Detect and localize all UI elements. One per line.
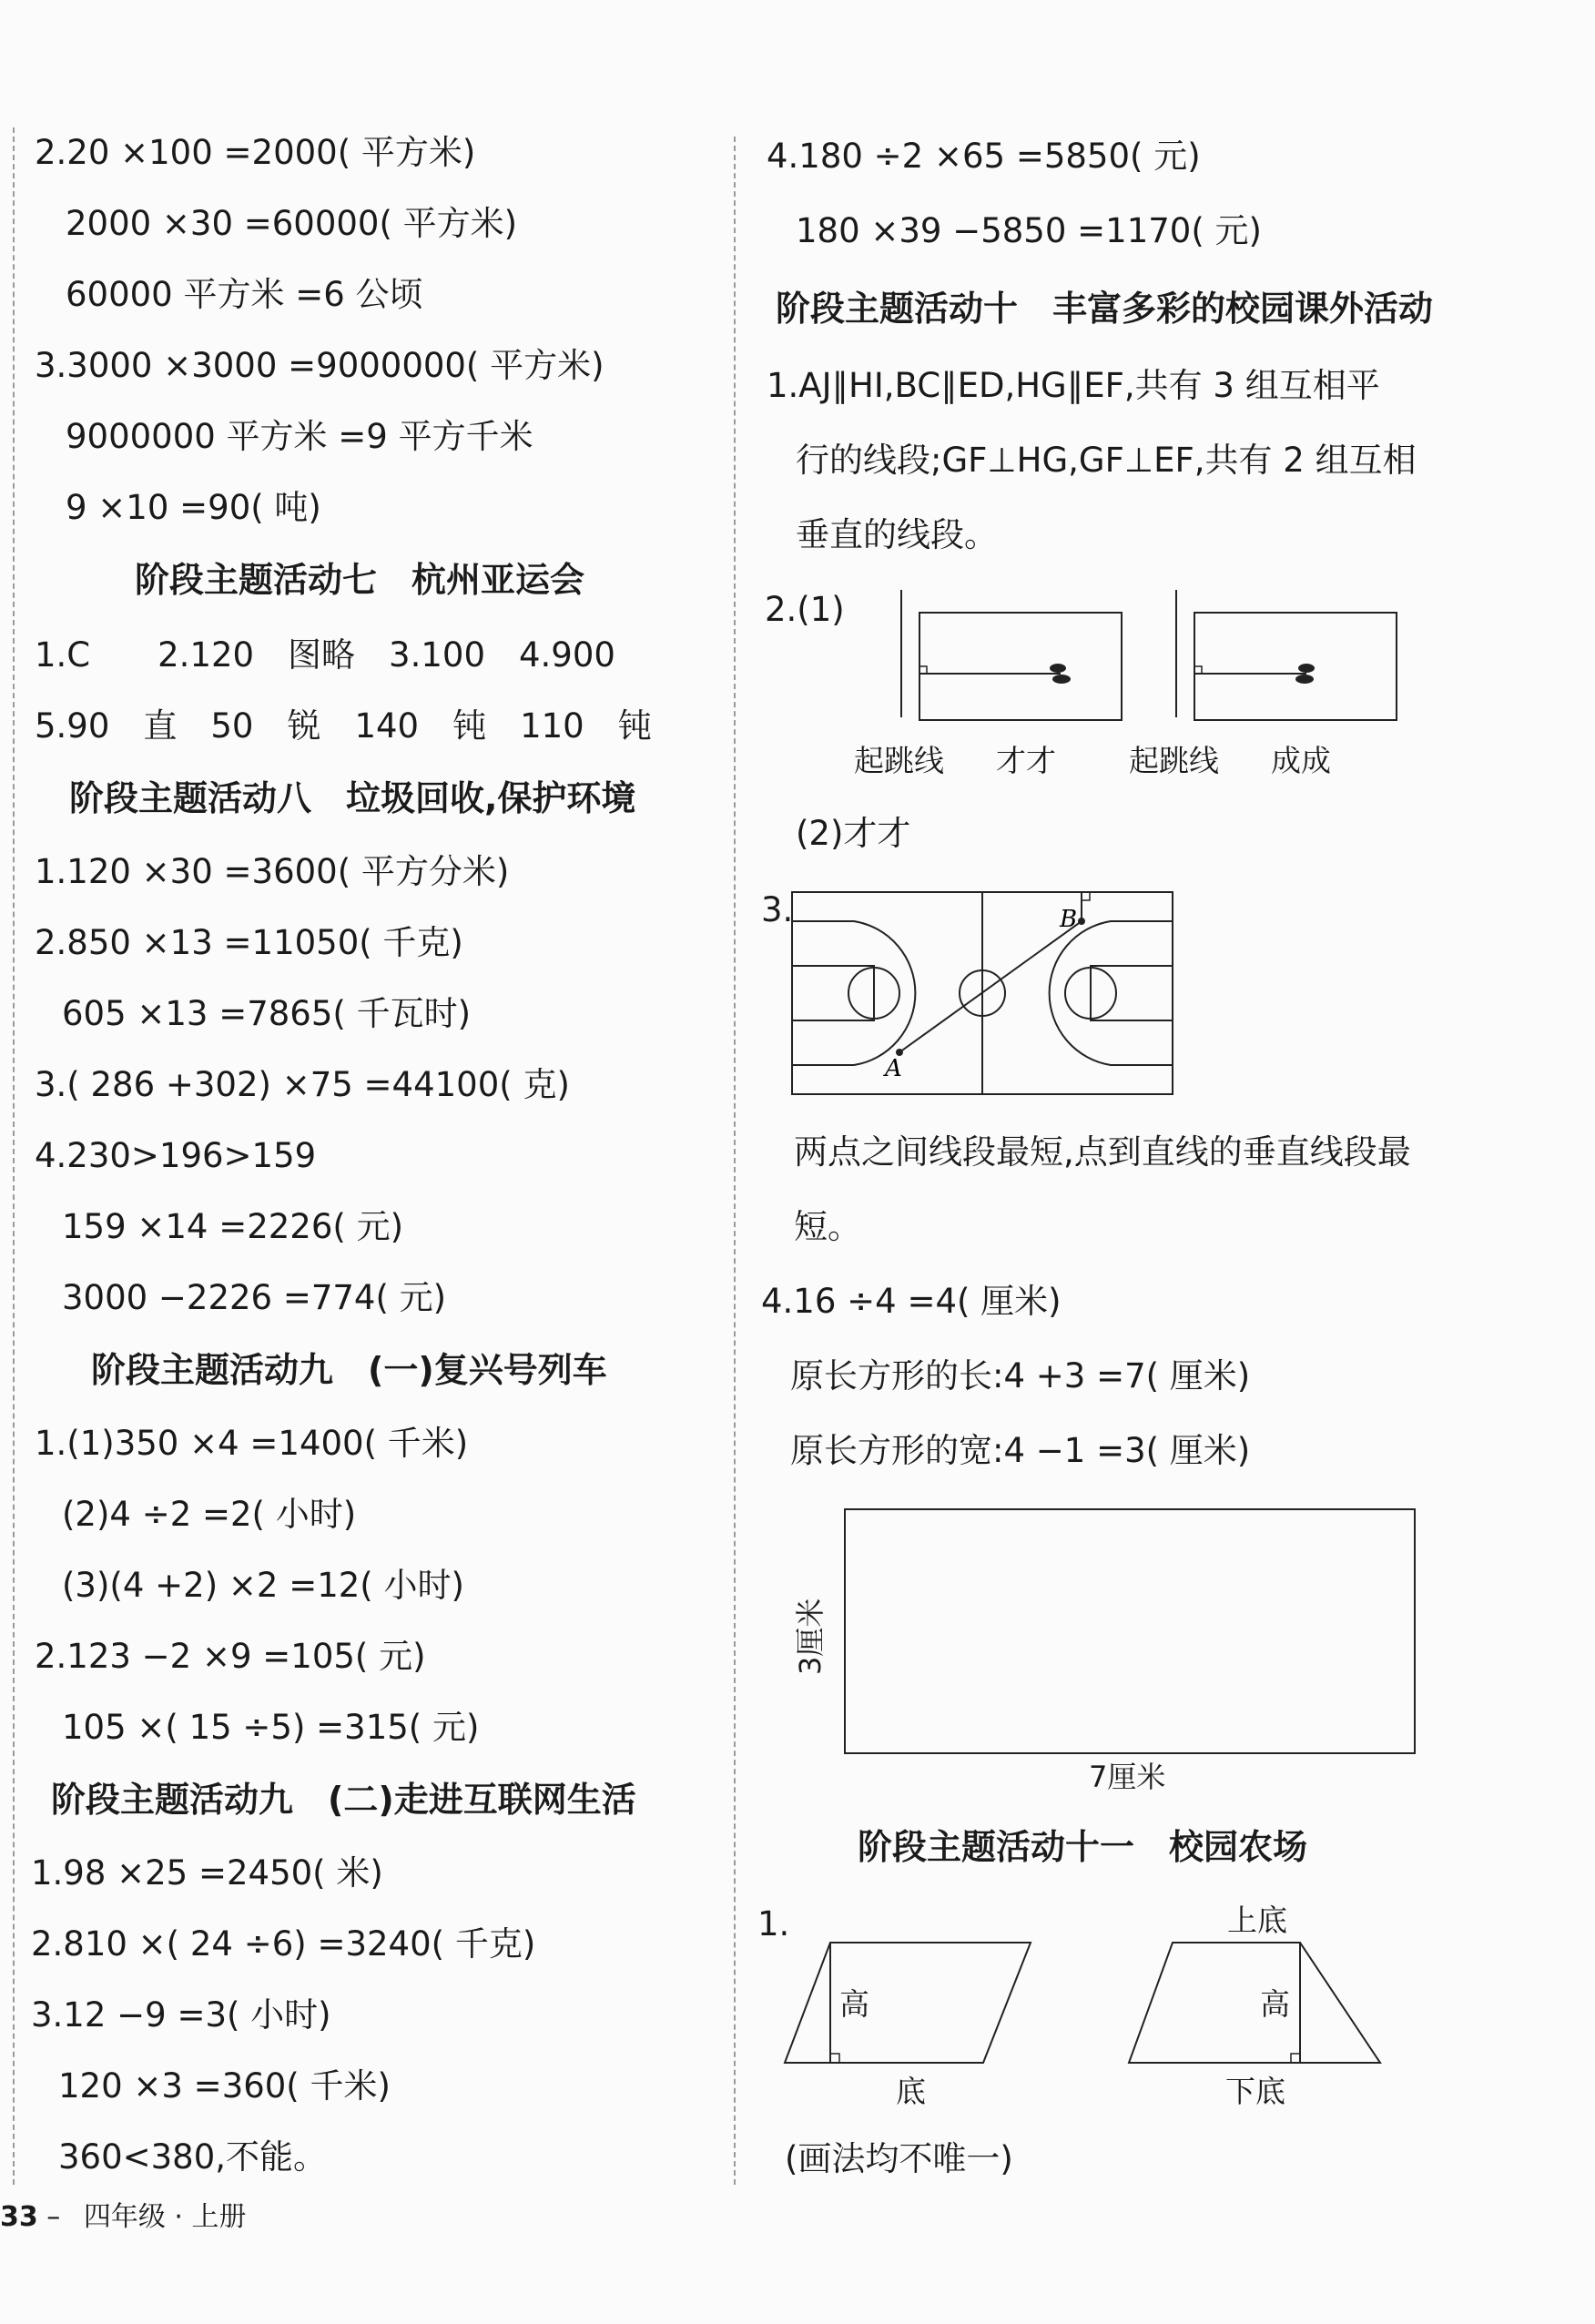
question-label: 1. — [757, 1904, 790, 1943]
para-base-label: 底 — [896, 2074, 926, 2109]
answer-line: 2.123 −2 ×9 =105( 元) — [35, 1637, 426, 1676]
answer-line: (2)4 ÷2 =2( 小时) — [62, 1495, 357, 1534]
jump-label: 起跳线 — [854, 743, 944, 778]
rect-height-label: 3厘米 — [793, 1598, 828, 1675]
answer-line: 60000 平方米 =6 公顷 — [66, 275, 423, 314]
section-heading: 阶段主题活动十一 校园农场 — [858, 1827, 1308, 1867]
answer-line: 180 ×39 −5850 =1170( 元) — [796, 211, 1262, 250]
section-heading: 阶段主题活动九 (一)复兴号列车 — [91, 1350, 607, 1390]
jump-label: 成成 — [1271, 743, 1331, 778]
answer-line: 5.90 直 50 锐 140 钝 110 钝 — [35, 706, 652, 746]
trap-top-label: 上底 — [1227, 1903, 1287, 1938]
answer-line: 159 ×14 =2226( 元) — [62, 1207, 404, 1246]
answer-line: 原长方形的长:4 +3 =7( 厘米) — [790, 1356, 1251, 1395]
answer-line: 120 ×3 =360( 千米) — [58, 2066, 391, 2106]
answer-line: 行的线段;GF⊥HG,GF⊥EF,共有 2 组互相 — [796, 441, 1417, 480]
answer-line: 4.230>196>159 — [35, 1136, 317, 1175]
answer-line: 垂直的线段。 — [796, 515, 998, 554]
answer-line: 1.C 2.120 图略 3.100 4.900 — [35, 635, 615, 675]
answer-line: (2)才才 — [796, 814, 911, 853]
column-divider — [734, 137, 736, 2185]
jump-label: 起跳线 — [1129, 743, 1219, 778]
page-footer — [0, 2194, 246, 2234]
trapezoid-figure — [1127, 1939, 1384, 2066]
question-label: 3. — [761, 890, 794, 929]
para-height-label: 高 — [839, 1986, 869, 2022]
answer-line: (3)(4 +2) ×2 =12( 小时) — [62, 1566, 464, 1605]
page-number: 33 — [0, 2201, 38, 2233]
left-margin-rule — [13, 127, 15, 2185]
section-heading: 阶段主题活动七 杭州亚运会 — [135, 560, 585, 600]
footer-dash: – — [46, 2201, 61, 2233]
section-heading: 阶段主题活动八 垃圾回收,保护环境 — [69, 778, 636, 818]
answer-line: 2.850 ×13 =11050( 千克) — [35, 923, 463, 962]
answer-line: 3.( 286 +302) ×75 =44100( 克) — [35, 1065, 570, 1104]
answer-line: 3.12 −9 =3( 小时) — [31, 1995, 331, 2035]
answer-line: 原长方形的宽:4 −1 =3( 厘米) — [790, 1431, 1251, 1470]
answer-line: 4.16 ÷4 =4( 厘米) — [761, 1282, 1062, 1321]
answer-line: 短。 — [794, 1207, 861, 1246]
answer-line: 1.(1)350 ×4 =1400( 千米) — [35, 1424, 469, 1463]
answer-line: 360<380,不能。 — [58, 2137, 328, 2177]
answer-line: 3000 −2226 =774( 元) — [62, 1278, 447, 1317]
answer-line: 3.3000 ×3000 =9000000( 平方米) — [35, 346, 604, 385]
basketball-court-figure — [790, 887, 1176, 1098]
trap-bottom-label: 下底 — [1225, 2074, 1285, 2109]
parallelogram-figure — [783, 1939, 1034, 2066]
answer-line: 1.120 ×30 =3600( 平方分米) — [35, 852, 510, 891]
answer-line: 9000000 平方米 =9 平方千米 — [66, 417, 533, 456]
answer-line: 两点之间线段最短,点到直线的垂直线段最 — [794, 1132, 1411, 1172]
answer-line: 2000 ×30 =60000( 平方米) — [66, 204, 518, 243]
answer-line: 2.20 ×100 =2000( 平方米) — [35, 133, 476, 172]
section-heading: 阶段主题活动十 丰富多彩的校园课外活动 — [776, 289, 1434, 329]
point-b-label: B — [1060, 906, 1078, 933]
section-heading: 阶段主题活动九 (二)走进互联网生活 — [51, 1780, 636, 1820]
answer-line: 1.AJ∥HI,BC∥ED,HG∥EF,共有 3 组互相平 — [767, 366, 1380, 405]
answer-line: 605 ×13 =7865( 千瓦时) — [62, 994, 472, 1033]
answer-line: 9 ×10 =90( 吨) — [66, 488, 321, 527]
answer-line: 105 ×( 15 ÷5) =315( 元) — [62, 1708, 480, 1747]
trap-height-label: 高 — [1260, 1986, 1290, 2022]
answer-line: 2.810 ×( 24 ÷6) =3240( 千克) — [31, 1924, 536, 1964]
jump-label: 才才 — [996, 743, 1056, 778]
footer-grade: 四年级 · 上册 — [83, 2201, 247, 2233]
answer-line: 1.98 ×25 =2450( 米) — [31, 1853, 383, 1893]
rect-width-label: 7厘米 — [1089, 1760, 1166, 1794]
question-label: 2.(1) — [765, 590, 845, 629]
answer-note: (画法均不唯一) — [785, 2139, 1013, 2178]
answer-line: 4.180 ÷2 ×65 =5850( 元) — [767, 137, 1201, 176]
point-a-label: A — [885, 1055, 902, 1082]
rectangle-figure — [843, 1507, 1417, 1755]
